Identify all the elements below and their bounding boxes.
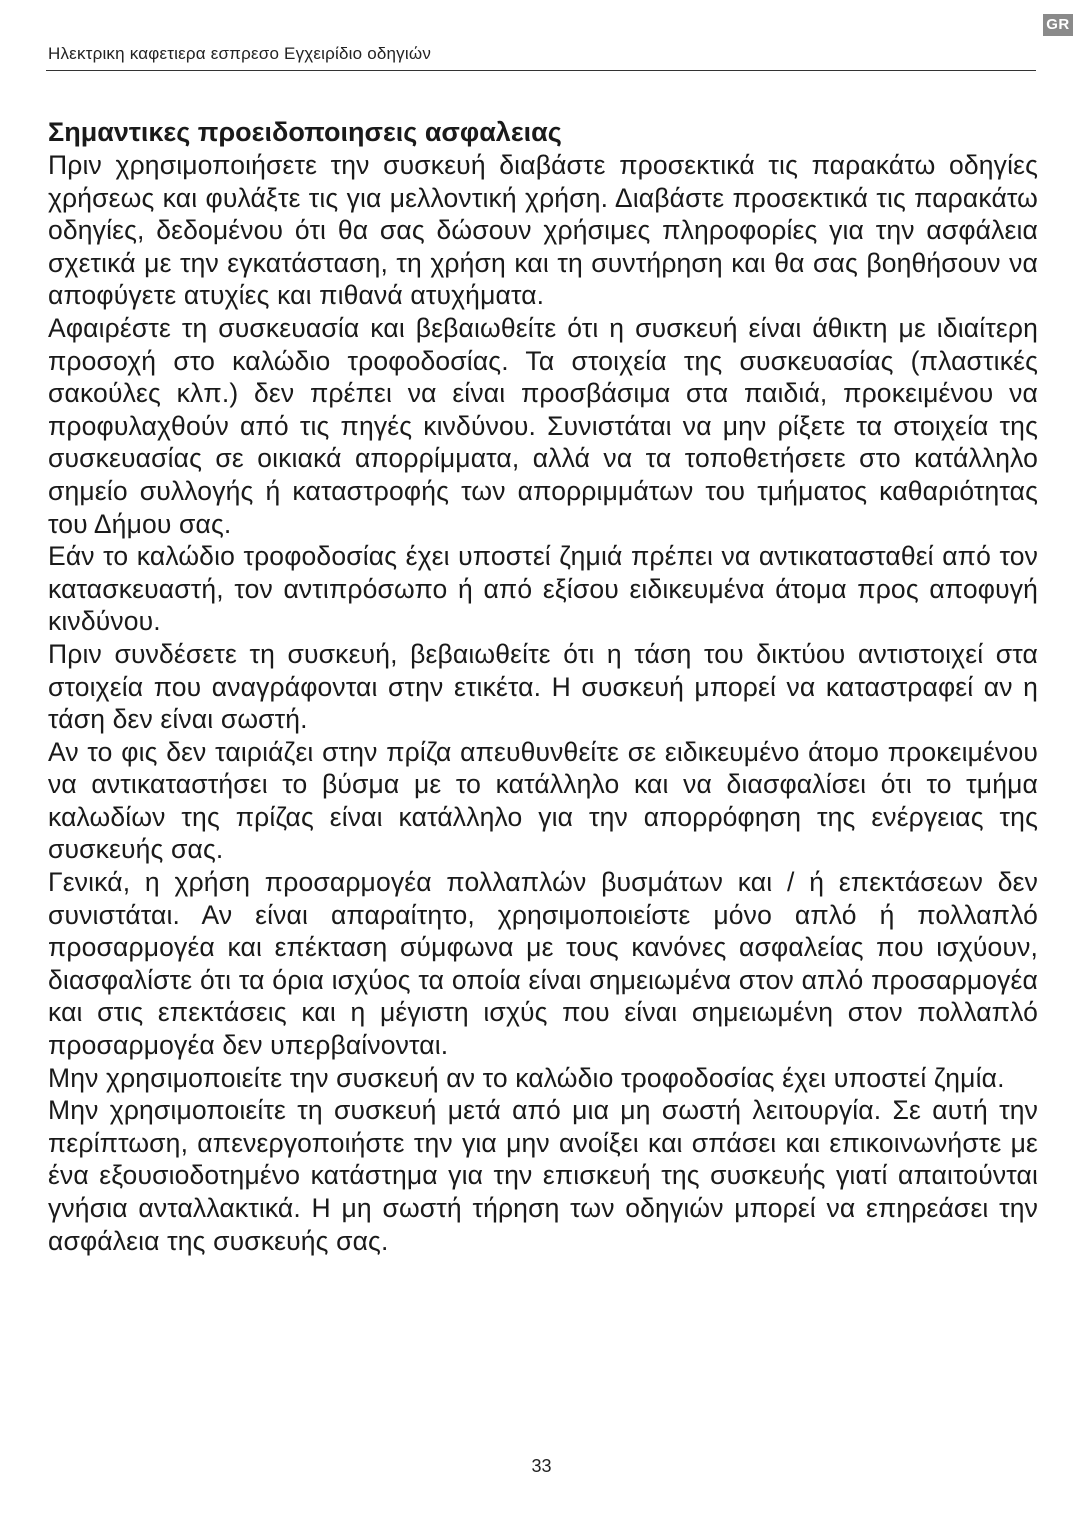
section-title: Σημαντικες προειδοποιησεις ασφαλειας bbox=[48, 117, 562, 147]
main-content bbox=[48, 115, 1038, 1257]
paragraph-voltage-check: Πριν συνδέσετε τη συσκευή, βεβαιωθείτε ότι η τάση του δικτύου αντιστοιχεί στα στοιχεία που αναγράφονται στην ετικέτα. Η συσκευή μπορεί να καταστραφεί αν η τάση δεν είναι σωστή. bbox=[48, 638, 1038, 735]
paragraph-adapters: Γενικά, η χρήση προσαρμογέα πολλαπλών βυσμάτων και / ή επεκτάσεων δεν συνιστάται. Αν είναι απαραίτητο, χρησιμοποιείστε μόνο απλό ή πολλαπλό προσαρμογέα και επέκταση σύμφωνα με τους κανόνες ασφαλείας που ισχύουν, διασφαλίστε ότι τα όρια ισχύος τα οποία είναι σημειωμένα στον απλό προσαρμογέα και στις επεκτάσεις και η μέγιστη ισχύς που είναι σημειωμένη στον πολλαπλό προσαρμογέα δεν υπερβαίνονται. bbox=[48, 867, 1038, 1061]
paragraph-packaging: Αφαιρέστε τη συσκευασία και βεβαιωθείτε ότι η συσκευή είναι άθικτη με ιδιαίτερη προσοχή στο καλώδιο τροφοδοσίας. Τα στοιχεία της συσκευασίας (πλαστικές σακούλες κλπ.) δεν πρέπει να είναι προσβάσιμα στα παιδιά, προκειμένου να προφυλαχθούν από τις πηγές κινδύνου. Συνιστάται να μην ρίξετε τα στοιχεία της συσκευασίας σε οικιακά απορρίμματα, αλλά να τα τοποθετήσετε στο κατάλληλο σημείο συλλογής ή καταστροφής των απορριμμάτων του τμήματος καθαριότητας του Δήμου σας. bbox=[48, 312, 1038, 539]
paragraph-plug-socket: Αν το φις δεν ταιριάζει στην πρίζα απευθυνθείτε σε ειδικευμένο άτομο προκειμένου να αντικαταστήσει το βύσμα με το κατάλληλο και να διασφαλίσει ότι το τμήμα καλωδίων της πρίζας είναι κατάλληλο για την απορρόφηση της ενέργειας της συσκευής σας. bbox=[48, 736, 1038, 865]
page-number: 33 bbox=[531, 1456, 552, 1476]
document-header-title: Ηλεκτρικη καφετιερα εσπρεσο Εγχειρίδιο οδηγιών bbox=[48, 44, 432, 63]
paragraph-malfunction: Μην χρησιμοποιείτε τη συσκευή μετά από μια μη σωστή λειτουργία. Σε αυτή την περίπτωση, απενεργοποιήστε την για μην ανοίξει και σπάσει και επικοινωνήστε με ένα εξουσιοδοτημένο κατάστημα για την επισκευή της συσκευής γιατί απαιτούνται γνήσια ανταλλακτικά. Η μη σωστή τήρηση των οδηγιών μπορεί να επηρεάσει την ασφάλεια της συσκευής σας. bbox=[48, 1095, 1038, 1256]
paragraph-cord-damage-use: Μην χρησιμοποιείτε την συσκευή αν το καλώδιο τροφοδοσίας έχει υποστεί ζημία. bbox=[48, 1062, 1005, 1093]
language-badge: GR bbox=[1043, 14, 1073, 36]
paragraph-read-instructions: Πριν χρησιμοποιήσετε την συσκευή διαβάστε προσεκτικά τις παρακάτω οδηγίες χρήσεως και φυλάξτε τις για μελλοντική χρήση. Διαβάστε προσεκτικά τις παρακάτω οδηγίες, δεδομένου ότι θα σας δώσουν χρήσιμες πληροφορίες για την ασφάλεια σχετικά με την εγκατάσταση, τη χρήση και τη συντήρηση και θα σας βοηθήσουν να αποφύγετε ατυχίες και πιθανά ατυχήματα. bbox=[48, 150, 1038, 311]
paragraph-damaged-cord: Εάν το καλώδιο τροφοδοσίας έχει υποστεί ζημιά πρέπει να αντικατασταθεί από τον κατασκευαστή, τον αντιπρόσωπο ή από εξίσου ειδικευμένα άτομα προς αποφυγή κινδύνου. bbox=[48, 541, 1038, 637]
header-divider bbox=[46, 70, 1036, 71]
